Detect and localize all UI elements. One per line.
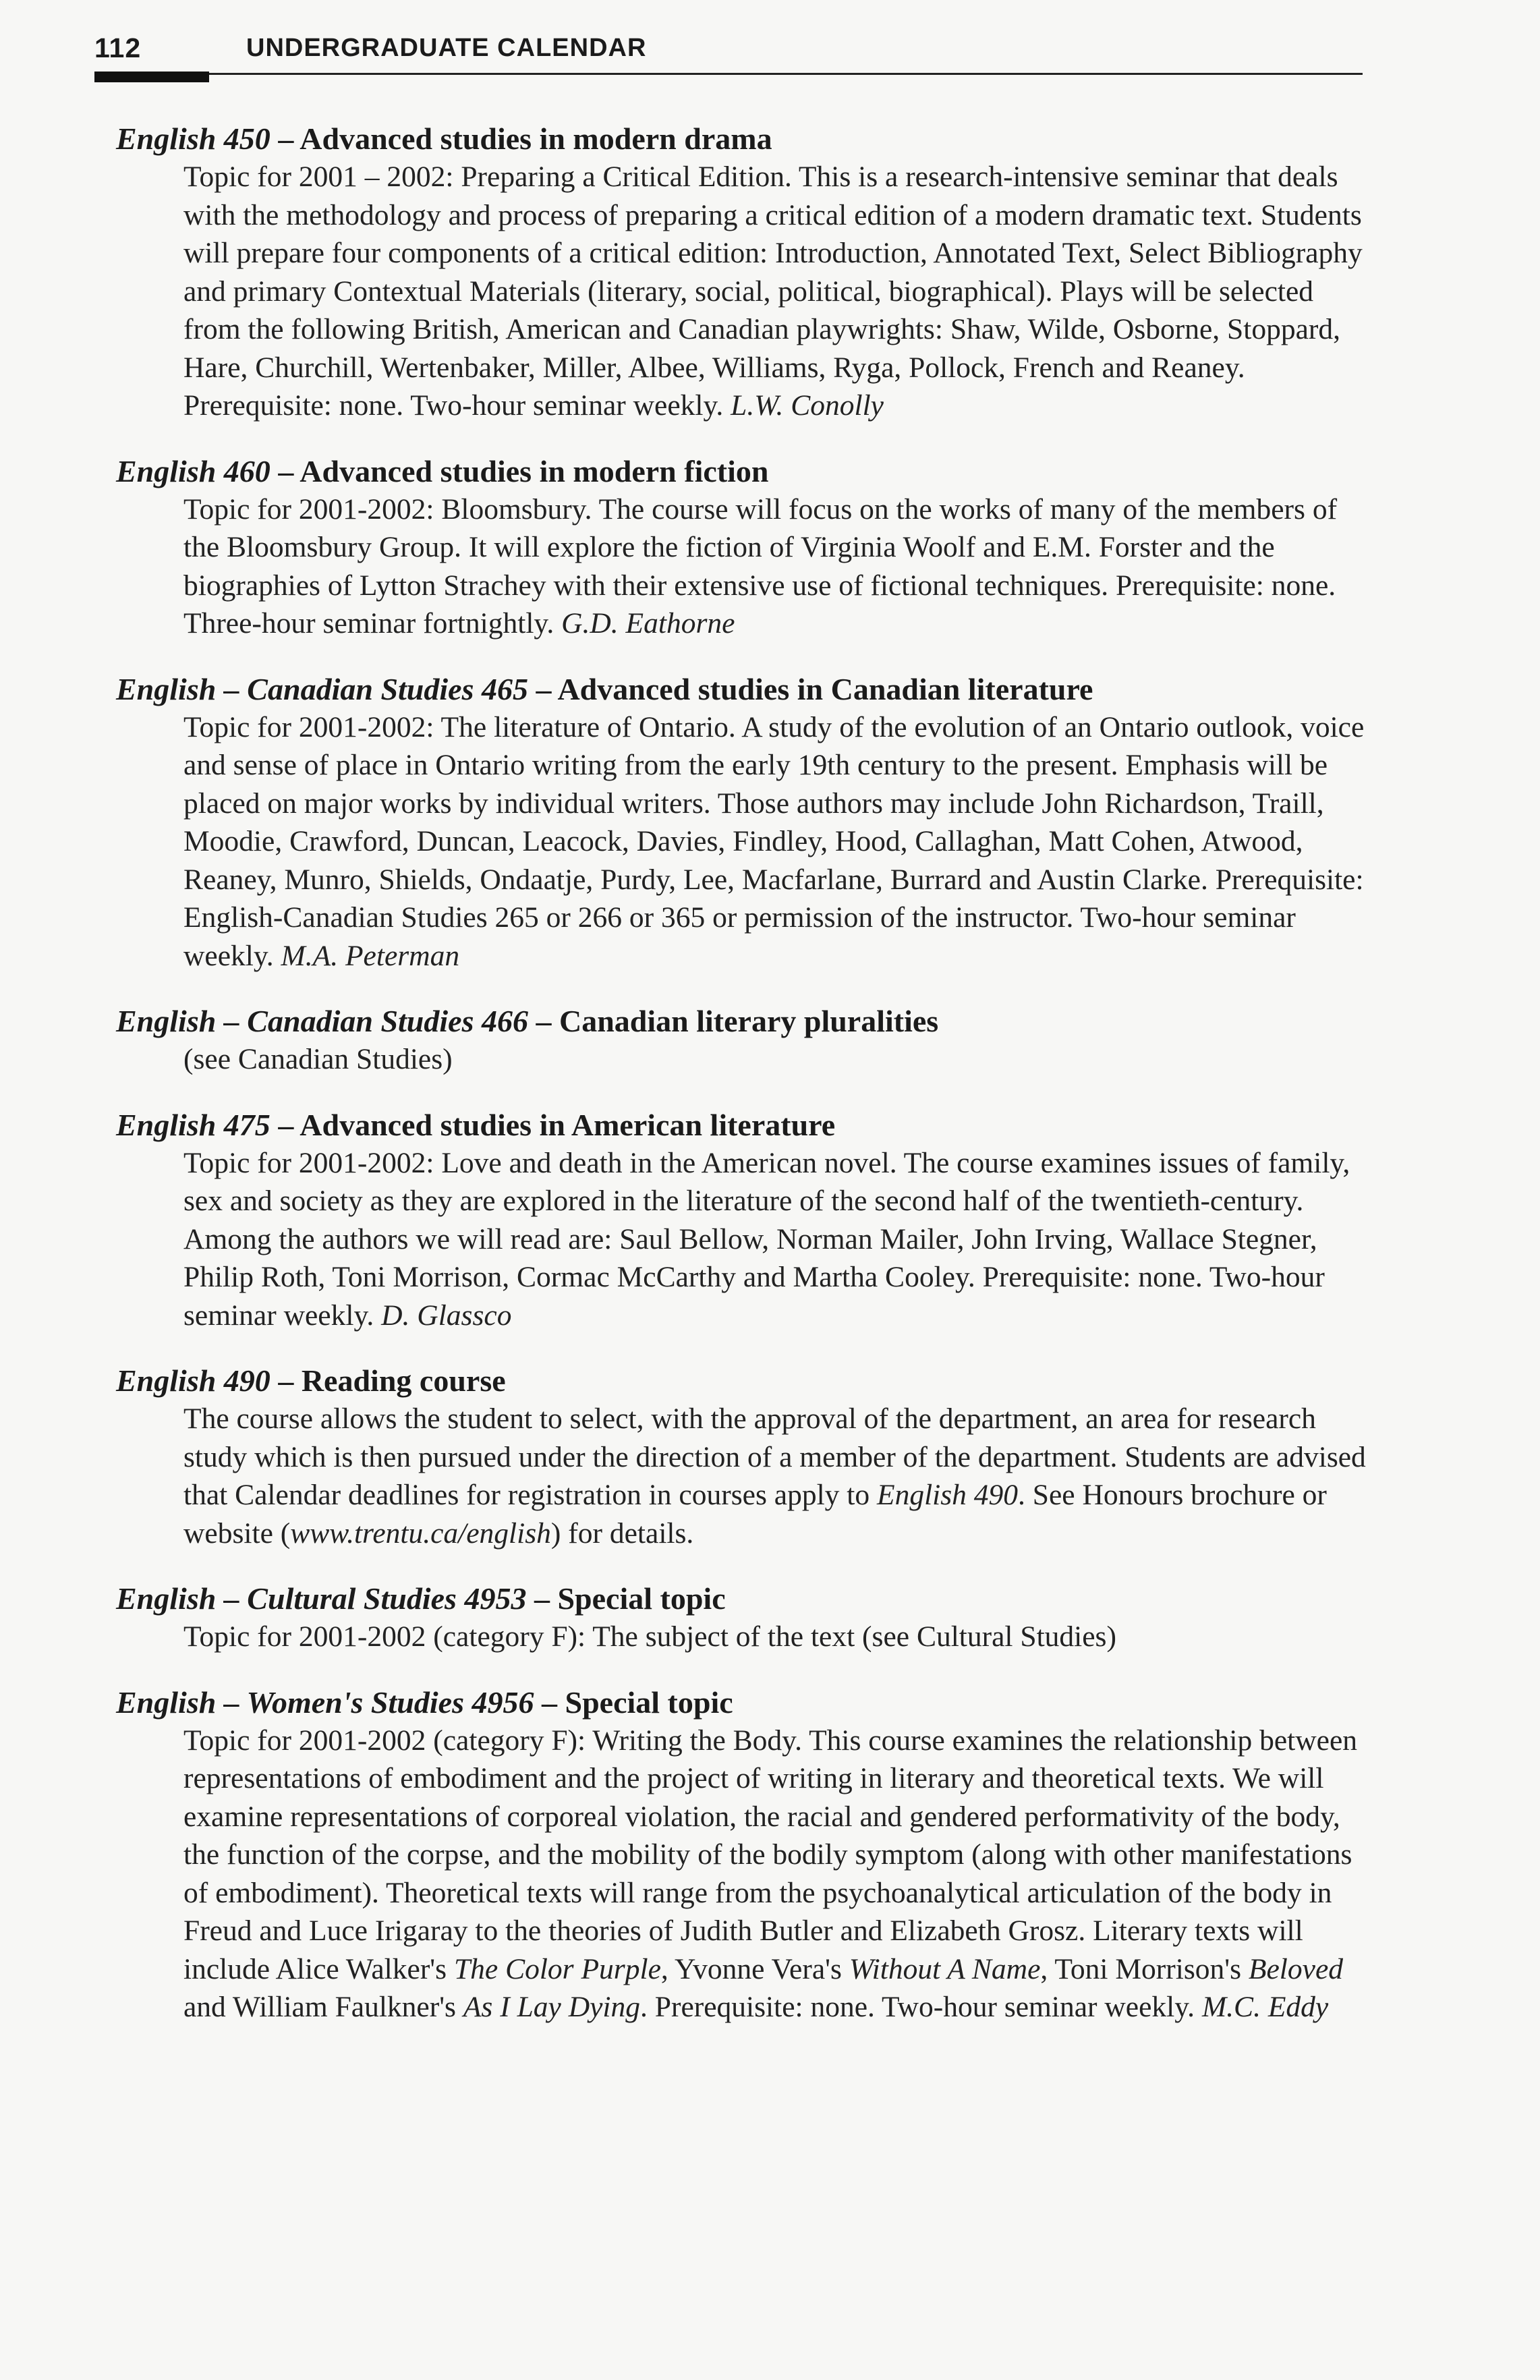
course-description — [183, 1618, 1371, 1656]
course-description-text: . Prerequisite: none. Two-hour seminar weekly. — [640, 1991, 1202, 2023]
course-separator: – — [270, 453, 300, 488]
course-separator: – — [526, 1581, 558, 1616]
page-number: 112 — [94, 32, 142, 63]
course-heading — [116, 1684, 1371, 1722]
course-title: Canadian literary pluralities — [559, 1004, 939, 1038]
course-code: English 490 — [116, 1363, 270, 1398]
course-description-text: , Yvonne Vera's — [660, 1952, 849, 1985]
course-title: Special topic — [565, 1684, 733, 1720]
course-heading — [116, 1002, 1371, 1040]
course-heading — [116, 1362, 1371, 1400]
course-description-text: , Toni Morrison's — [1040, 1952, 1249, 1985]
course-code: English – Women's Studies 4956 — [116, 1684, 534, 1720]
course-instructor: L.W. Conolly — [731, 389, 884, 422]
course-code: English – Canadian Studies 466 — [116, 1004, 528, 1038]
course-instructor: M.A. Peterman — [281, 939, 460, 972]
course-separator: – — [270, 121, 300, 156]
course-heading — [116, 120, 1371, 158]
course-description — [183, 490, 1371, 643]
course-entry-english-canadian-466 — [116, 1002, 1371, 1079]
course-separator: – — [270, 1107, 300, 1142]
course-description-text: ) for details. — [550, 1517, 694, 1550]
header-rule-accent — [94, 72, 209, 82]
course-reference: English 490 — [877, 1479, 1019, 1511]
course-description-text: . See Honours brochure or website ( — [183, 1479, 1327, 1550]
header-rule — [94, 73, 1363, 75]
course-title: Advanced studies in American literature — [300, 1107, 836, 1142]
book-title: As I Lay Dying — [463, 1991, 641, 2023]
course-description — [183, 1722, 1371, 2027]
course-description-text: Topic for 2001-2002: The literature of Ontario. A study of the evolution of an Ontario outlook, voice and sense of place in Ontario writing from the early 19th century to the present. Emphasis will be placed on major works by individual writers. Those authors may include John Richardson, Traill, Moodie, Crawford, Duncan, Leacock, Davies, Findley, Hood, Callaghan, Matt Cohen, Atwood, Reaney, Munro, Shields, Ondaatje, Purdy, Lee, Macfarlane, Burrard and Austin Clarke. Prerequisite: English-Canadian Studies 265 or 266 or 365 or permission of the instructor. Two-hour seminar weekly. — [183, 710, 1365, 972]
website-link[interactable]: www.trentu.ca/english — [290, 1517, 551, 1550]
course-heading — [116, 1580, 1371, 1618]
course-title: Advanced studies in Canadian literature — [557, 671, 1093, 706]
course-code: English 475 — [116, 1107, 270, 1142]
course-heading — [116, 671, 1371, 708]
course-separator: – — [534, 1684, 565, 1720]
course-separator: – — [527, 1004, 559, 1038]
book-title: Beloved — [1248, 1952, 1344, 1985]
course-instructor: M.C. Eddy — [1201, 1991, 1329, 2023]
course-entry-english-475 — [116, 1106, 1371, 1335]
course-description — [183, 1144, 1371, 1335]
course-entry-english-460 — [116, 453, 1371, 643]
course-title: Reading course — [301, 1363, 506, 1398]
course-title: Advanced studies in modern drama — [300, 121, 772, 156]
running-title: UNDERGRADUATE CALENDAR — [246, 34, 647, 62]
course-entry-english-490 — [116, 1362, 1371, 1552]
course-title: Advanced studies in modern fiction — [300, 453, 769, 488]
course-entry-english-womens-4956 — [116, 1684, 1371, 2027]
course-instructor: G.D. Eathorne — [561, 607, 735, 640]
course-description-text: The course allows the student to select, with the approval of the department, an area for research study which is then pursued under the direction of a member of the department. Students are advised that Calendar deadlines for registration in courses apply to — [183, 1402, 1366, 1511]
course-list — [116, 120, 1371, 2054]
course-description-text: Topic for 2001-2002: Bloomsbury. The course will focus on the works of many of the members of the Bloomsbury Group. It will explore the fiction of Virginia Woolf and E.M. Forster and the biographies of Lytton Strachey with their extensive use of fictional techniques. Prerequisite: none. Three-hour seminar fortnightly. — [183, 492, 1338, 640]
course-description — [183, 708, 1371, 975]
course-code: English – Cultural Studies 4953 — [116, 1581, 527, 1616]
course-heading — [116, 453, 1371, 490]
course-description-text: (see Canadian Studies) — [183, 1043, 453, 1075]
course-code: English 450 — [116, 121, 270, 156]
course-entry-english-cultural-4953 — [116, 1580, 1371, 1656]
course-description-text: Topic for 2001-2002: Love and death in the American novel. The course examines issues of family, sex and society as they are explored in the literature of the second half of the twentieth-century. Among the authors we will read are: Saul Bellow, Norman Mailer, John Irving, Wallace Stegner, Philip Roth, Toni Morrison, Cormac McCarthy and Martha Cooley. Prerequisite: none. Two-hour seminar weekly. — [183, 1146, 1350, 1332]
course-description — [183, 158, 1371, 425]
course-entry-english-450 — [116, 120, 1371, 425]
course-instructor: D. Glassco — [381, 1299, 512, 1332]
book-title: Without A Name — [849, 1952, 1041, 1985]
course-description-text: Topic for 2001-2002 (category F): Writing the Body. This course examines the relationship between representations of embodiment and the project of writing in literary and theoretical texts. We will examine representations of corporeal violation, the racial and gendered performativity of the body, the function of the corpse, and the mobility of the bodily symptom (along with other manifestations of embodiment). Theoretical texts will range from the psychoanalytical articulation of the body in Freud and Luce Irigaray to the theories of Judith Butler and Elizabeth Grosz. Literary texts will include Alice Walker's — [183, 1724, 1358, 1985]
course-entry-english-canadian-465 — [116, 671, 1371, 975]
course-code: English – Canadian Studies 465 — [116, 671, 528, 706]
course-title: Special topic — [557, 1581, 726, 1616]
course-description — [183, 1040, 1371, 1079]
course-code: English 460 — [116, 453, 270, 488]
course-heading — [116, 1106, 1371, 1144]
course-description-text: Topic for 2001-2002 (category F): The subject of the text (see Cultural Studies) — [183, 1620, 1116, 1653]
course-separator: – — [527, 671, 558, 706]
book-title: The Color Purple — [453, 1952, 661, 1985]
course-description-text: Topic for 2001 – 2002: Preparing a Critical Edition. This is a research-intensive seminar that deals with the methodology and process of preparing a critical edition of a modern dramatic text. Students will prepare four components of a critical edition: Introduction, Annotated Text, Select Bibliography and primary Contextual Materials (literary, social, political, biographical). Plays will be selected from the following British, American and Canadian playwrights: Shaw, Wilde, Osborne, Stoppard, Hare, Churchill, Wertenbaker, Miller, Albee, Williams, Ryga, Pollock, French and Reaney. Prerequisite: none. Two-hour seminar weekly. — [183, 161, 1363, 422]
course-description-text: and William Faulkner's — [183, 1991, 463, 2023]
course-description — [183, 1400, 1371, 1552]
course-separator: – — [270, 1363, 302, 1398]
